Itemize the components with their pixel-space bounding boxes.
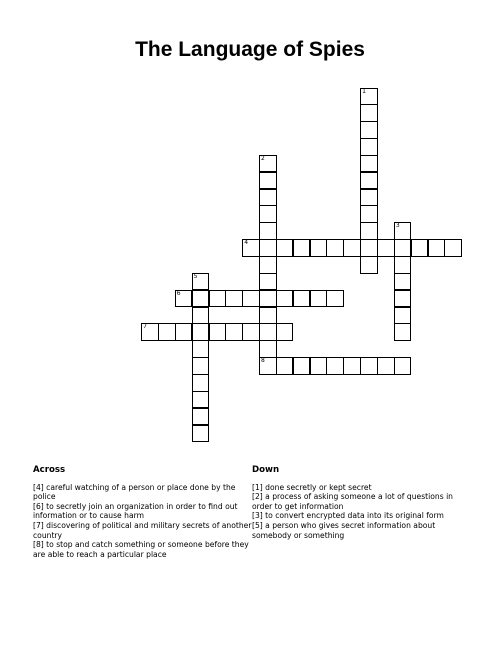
crossword-cell[interactable] [175,323,193,341]
crossword-cell[interactable] [360,239,378,257]
crossword-cell[interactable] [259,189,277,207]
crossword-cell[interactable] [394,256,412,274]
crossword-cell[interactable] [360,222,378,240]
across-clue-4: [4] careful watching of a person or place done by the police [33,482,236,502]
crossword-cell[interactable] [209,290,227,308]
crossword-cell[interactable] [259,340,277,358]
crossword-cell[interactable] [259,256,277,274]
crossword-cell[interactable] [276,357,294,375]
crossword-cell[interactable] [444,239,462,257]
crossword-cell[interactable] [394,357,412,375]
crossword-cell[interactable] [259,307,277,325]
crossword-cell[interactable] [343,239,361,257]
clue-number: 2 [261,154,265,162]
crossword-cell[interactable] [225,323,243,341]
clue-number: 6 [176,289,181,297]
clue-number: 4 [244,239,249,247]
down-clue-5: [5] a person who gives secret information about somebody or something [252,520,436,540]
crossword-cell[interactable] [242,323,260,341]
crossword-cell[interactable] [428,239,446,257]
down-clue-2: [2] a process of asking someone a lot of questions in order to get information [252,492,453,511]
crossword-cell[interactable] [360,104,378,122]
crossword-cell[interactable] [343,357,361,375]
crossword-cell[interactable] [192,374,210,392]
crossword-cell[interactable] [141,323,159,341]
crossword-cell[interactable] [192,323,210,341]
crossword-cell[interactable] [192,273,210,291]
crossword-cell[interactable] [293,357,311,375]
crossword-cell[interactable] [209,323,227,341]
crossword-cell[interactable] [360,138,378,156]
crossword-cell[interactable] [192,357,210,375]
crossword-cell[interactable] [326,357,344,375]
crossword-cell[interactable] [192,290,210,308]
across-clue-7: [7] discovering of political and military secrets of another country [33,520,252,540]
crossword-cell[interactable] [377,357,395,375]
crossword-cell[interactable] [192,307,210,325]
down-clue-1: [1] done secretly or kept secret [252,482,372,492]
crossword-cell[interactable] [259,205,277,223]
crossword-cell[interactable] [360,172,378,190]
crossword-cell[interactable] [259,290,277,308]
clue-number: 8 [261,357,265,365]
crossword-cell[interactable] [394,239,412,257]
crossword-cell[interactable] [360,155,378,173]
crossword-cell[interactable] [310,357,328,375]
crossword-cell[interactable] [259,239,277,257]
across-clue-6: [6] to secretly join an organization in order to find out information or to cause harm [33,501,238,521]
crossword-cell[interactable] [394,222,412,240]
crossword-cell[interactable] [276,323,294,341]
down-clues [252,466,472,540]
page-title: The Language of Spies [135,38,365,61]
crossword-cell[interactable] [394,290,412,308]
clue-number: 3 [395,222,400,230]
crossword-cell[interactable] [192,425,210,443]
crossword-cell[interactable] [360,357,378,375]
crossword-cell[interactable] [192,391,210,409]
down-clue-3: [3] to convert encrypted data into its original form [252,511,444,521]
crossword-cell[interactable] [259,172,277,190]
crossword-cell[interactable] [394,307,412,325]
crossword-cell[interactable] [310,290,328,308]
crossword-cell[interactable] [411,239,429,257]
crossword-cell[interactable] [310,239,328,257]
crossword-cell[interactable] [192,408,210,426]
crossword-cell[interactable] [259,155,277,173]
crossword-cell[interactable] [360,205,378,223]
crossword-cell[interactable] [293,239,311,257]
crossword-cell[interactable] [259,273,277,291]
crossword-cell[interactable] [377,239,395,257]
across-clue-8: [8] to stop and catch something or someone before they are able to reach a particular place [33,540,249,559]
crossword-cell[interactable] [360,88,378,106]
crossword-cell[interactable] [242,290,260,308]
crossword-cell[interactable] [276,239,294,257]
crossword-cell[interactable] [326,290,344,308]
crossword-cell[interactable] [394,273,412,291]
crossword-cell[interactable] [259,222,277,240]
across-clues [33,466,253,559]
crossword-cell[interactable] [158,323,176,341]
crossword-cell[interactable] [175,290,193,308]
crossword-cell[interactable] [242,239,260,257]
crossword-cell[interactable] [225,290,243,308]
crossword-cell[interactable] [360,256,378,274]
crossword-cell[interactable] [276,290,294,308]
clue-number: 7 [143,323,147,331]
clue-number: 1 [362,87,366,95]
crossword-cell[interactable] [360,121,378,139]
crossword-cell[interactable] [259,357,277,375]
crossword-cell[interactable] [293,290,311,308]
across-heading: Across [33,465,66,475]
crossword-cell[interactable] [259,323,277,341]
crossword-cell[interactable] [192,340,210,358]
down-heading: Down [252,465,280,475]
crossword-cell[interactable] [360,189,378,207]
clue-number: 5 [193,272,198,280]
crossword-cell[interactable] [394,323,412,341]
crossword-cell[interactable] [326,239,344,257]
